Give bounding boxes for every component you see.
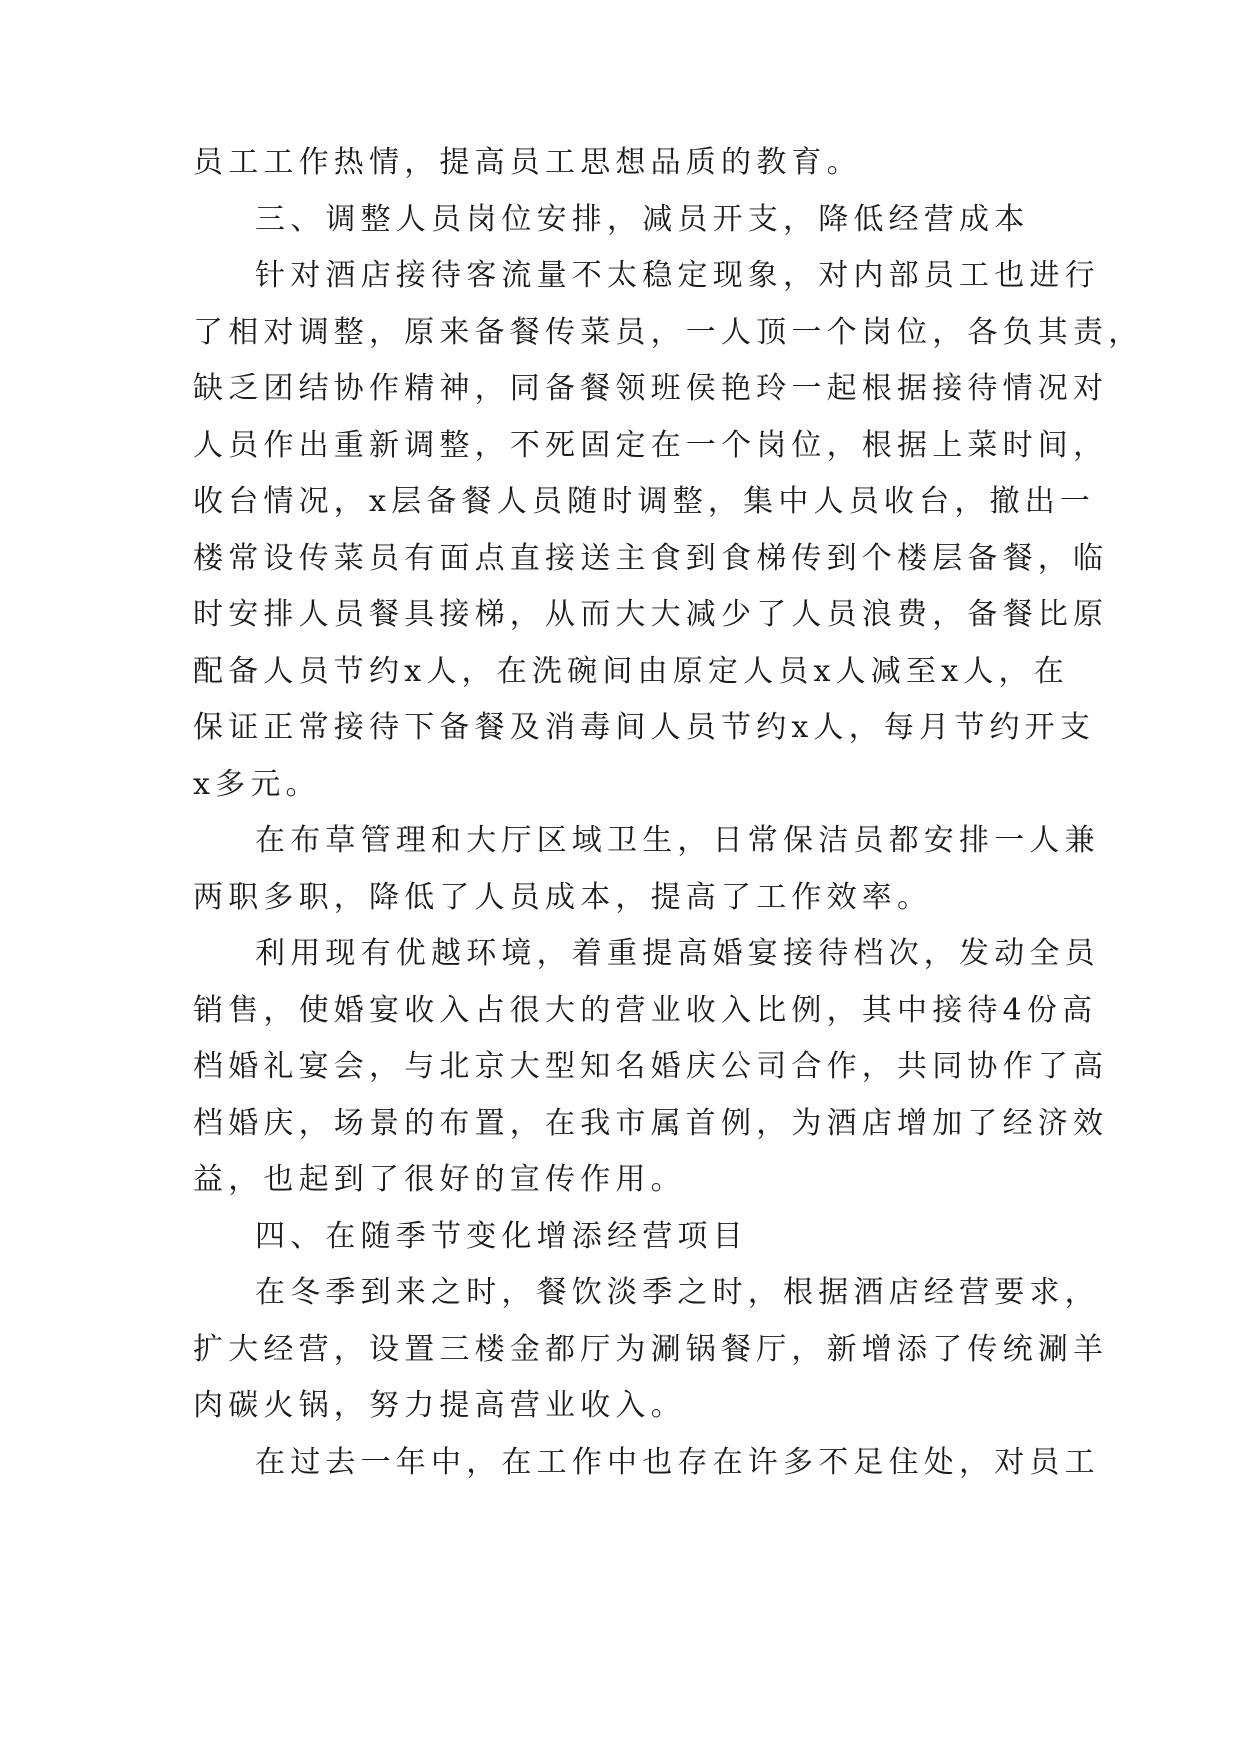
text-line: 两职多职，降低了人员成本，提高了工作效率。	[193, 880, 933, 915]
text-line: 档婚庆，场景的布置，在我市属首例，为酒店增加了经济效	[193, 1106, 1109, 1141]
text-line: 扩大经营，设置三楼金都厅为涮锅餐厅，新增添了传统涮羊	[193, 1332, 1109, 1367]
text-line: 销售，使婚宴收入占很大的营业收入比例，其中接待4份高	[193, 993, 1098, 1028]
text-line: 在冬季到来之时，餐饮淡季之时，根据酒店经营要求，	[255, 1275, 1100, 1310]
text-line: 针对酒店接待客流量不太稳定现象，对内部员工也进行	[255, 258, 1100, 293]
text-line: 保证正常接待下备餐及消毒间人员节约x人，每月节约开支	[193, 710, 1096, 745]
text-line: 利用现有优越环境，着重提高婚宴接待档次，发动全员	[255, 936, 1100, 971]
text-line: 在布草管理和大厅区域卫生，日常保洁员都安排一人兼	[255, 823, 1100, 858]
text-line: x多元。	[193, 767, 321, 802]
text-line: 收台情况，x层备餐人员随时调整，集中人员收台，撤出一	[193, 484, 1096, 519]
text-line: 员工工作热情，提高员工思想品质的教育。	[193, 145, 862, 180]
section-heading: 四、在随季节变化增添经营项目	[255, 1219, 748, 1254]
section-heading: 三、调整人员岗位安排，减员开支，降低经营成本	[255, 202, 1030, 237]
text-line: 时安排人员餐具接梯，从而大大减少了人员浪费，备餐比原	[193, 597, 1109, 632]
text-line: 配备人员节约x人，在洗碗间由原定人员x人减至x人，在	[193, 654, 1069, 689]
text-line: 档婚礼宴会，与北京大型知名婚庆公司合作，共同协作了高	[193, 1049, 1109, 1084]
text-line: 缺乏团结协作精神，同备餐领班侯艳玲一起根据接待情况对	[193, 371, 1109, 406]
text-line: 楼常设传菜员有面点直接送主食到食梯传到个楼层备餐，临	[193, 541, 1109, 576]
text-line: 肉碳火锅，努力提高营业收入。	[193, 1388, 686, 1423]
text-line: 益，也起到了很好的宣传作用。	[193, 1162, 686, 1197]
text-line: 人员作出重新调整，不死固定在一个岗位，根据上菜时间，	[193, 428, 1109, 463]
text-line: 在过去一年中，在工作中也存在许多不足住处，对员工	[255, 1445, 1100, 1480]
text-line: 了相对调整，原来备餐传菜员，一人顶一个岗位，各负其责，	[193, 315, 1144, 350]
